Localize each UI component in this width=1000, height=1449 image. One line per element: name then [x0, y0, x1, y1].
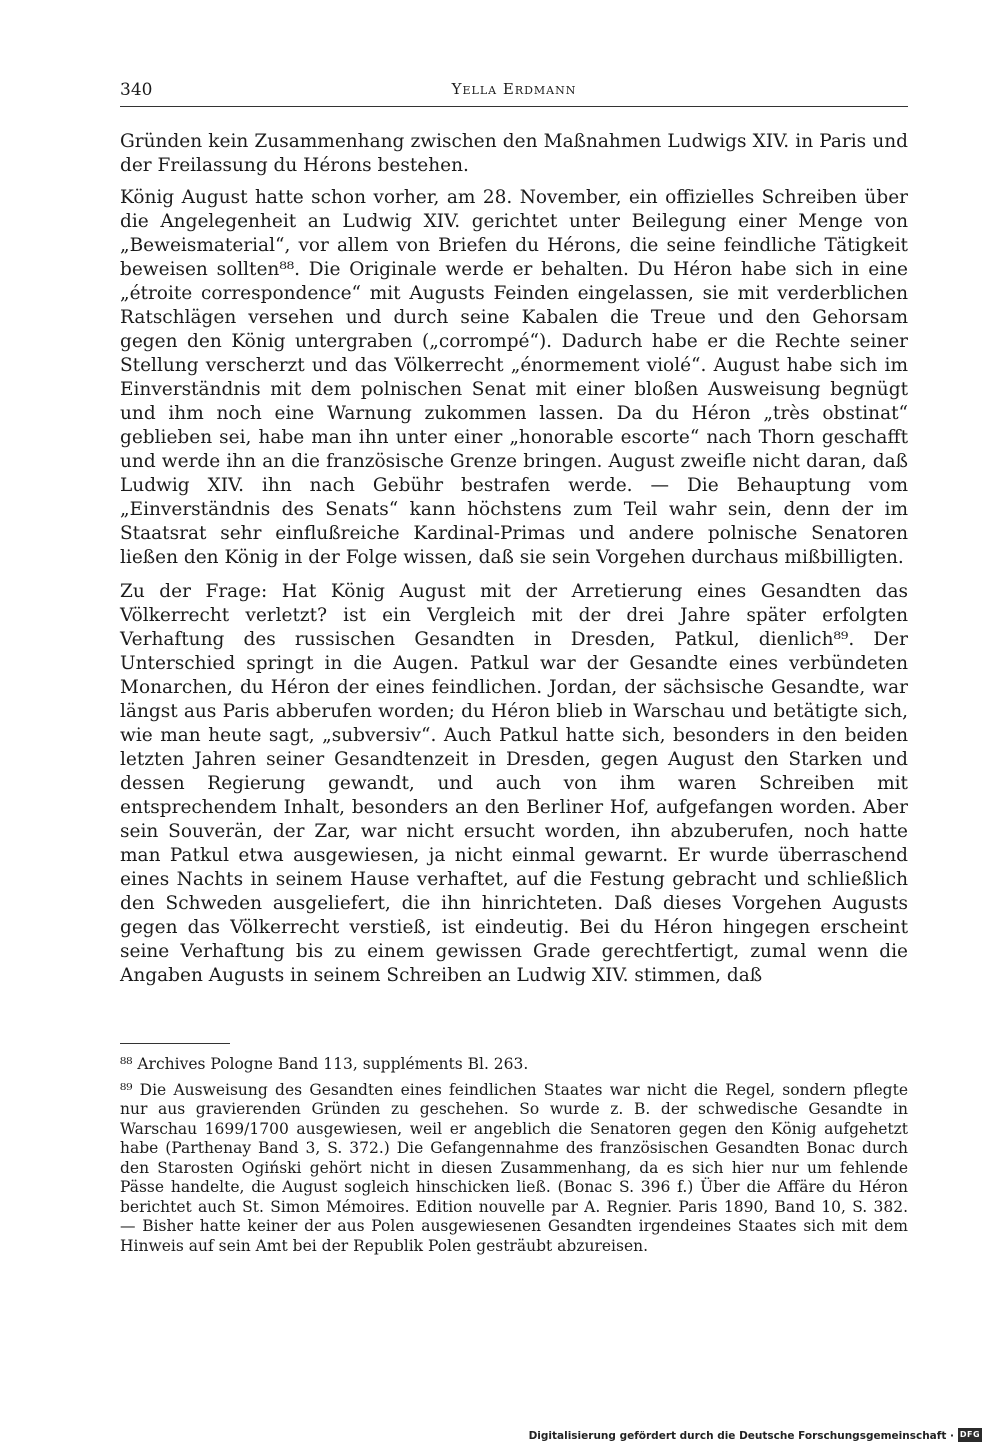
footer-credit: Digitalisierung gefördert durch die Deutsche Forschungsgemeinschaft · — [528, 1430, 954, 1442]
paragraph-3: Zu der Frage: Hat König August mit der Arretierung eines Gesandten das Völkerrecht verletzt? ist ein Vergleich mit der drei Jahre später erfolgten Verhaftung des russischen Gesandten in Dresden, Patkul, dienlich⁸⁹. Der Unterschied springt in die Augen. Patkul war der Gesandte eines verbündeten Monarchen, du Héron der eines feindlichen. Jordan, der sächsische Gesandte, war längst aus Paris abberufen worden; du Héron blieb in Warschau und betätigte sich, wie man heute sagt, „subversiv“. Auch Patkul hatte sich, besonders in den beiden letzten Jahren seiner Gesandtenzeit in Dresden, gegen August den Starken und dessen Regierung gewandt, und auch von ihm waren Schreiben mit entsprechendem Inhalt, besonders an den Berliner Hof, aufgefangen worden. Aber sein Souverän, der Zar, war nicht ersucht worden, ihn abzuberufen, noch hatte man Patkul etwa ausgewiesen, ja nicht einmal gewarnt. Er wurde überraschend eines Nachts in seinem Hause verhaftet, auf die Festung gebracht und schließlich den Schweden ausgeliefert, die ihn hinrichteten. Daß dieses Vorgehen Augusts gegen das Völkerrecht verstieß, ist eindeutig. Bei du Héron hingegen erscheint seine Verhaftung bis zu einem gewissen Grade gerechtfertigt, zumal wenn die Angaben Augusts in seinem Schreiben an Ludwig XIV. stimmen, daß — [120, 581, 908, 986]
dfg-logo: DFG — [958, 1428, 982, 1442]
digitization-footer — [528, 1428, 982, 1444]
paragraph-2: König August hatte schon vorher, am 28. November, ein offizielles Schreiben über die Angelegenheit an Ludwig XIV. gerichtet unter Beilegung einer Menge von „Beweismaterial“, vor allem von Briefen du Hérons, die seine feindliche Tätigkeit beweisen sollten⁸⁸. Die Originale werde er behalten. Du Héron habe sich in eine „étroite correspondence“ mit Augusts Feinden eingelassen, sie mit verderblichen Ratschlägen versehen und durch seine Kabalen die Treue und den Gehorsam gegen den König untergraben („corrompé“). Dadurch habe er die Rechte seiner Stellung verscherzt und das Völkerrecht „énormement violé“. August habe sich im Einverständnis mit dem polnischen Senat mit einer bloßen Ausweisung begnügt und ihm noch eine Warnung zukommen lassen. Da du Héron „très obstinat“ geblieben sei, habe man ihn unter einer „honorable escorte“ nach Thorn geschafft und werde ihn an die französische Grenze bringen. August zweifle nicht daran, daß Ludwig XIV. ihn nach Gebühr bestrafen werde. — Die Behauptung vom „Einverständnis des Senats“ kann höchstens zum Teil wahr sein, denn der im Staatsrat sehr einflußreiche Kardinal-Primas und andere polnische Senatoren ließen den König in der Folge wissen, daß sie sein Vorgehen durchaus mißbilligten. — [120, 187, 908, 568]
footnote-rule — [120, 1043, 230, 1044]
page-header — [120, 80, 908, 106]
footnotes — [120, 1055, 908, 1262]
footnote-89: ⁸⁹ Die Ausweisung des Gesandten eines feindlichen Staates war nicht die Regel, sondern pflegte nur aus gravierenden Gründen zu geschehen. So wurde z. B. der schwedische Gesandte in Warschau 1699/1700 ausgewiesen, weil er angeblich die Senatoren gegen den König aufgehetzt habe (Parthenay Band 3, S. 372.) Die Gefangennahme des französischen Gesandten Bonac durch den Starosten Ogiński gehört nicht in diesen Zusammenhang, da es sich hier nur um fehlende Pässe handelte, die August sogleich hinschicken ließ. (Bonac S. 396 f.) Über die Affäre du Héron berichtet auch St. Simon Mémoires. Edition nouvelle par A. Regnier. Paris 1890, Band 10, S. 382. — Bisher hatte keiner der aus Polen ausgewiesenen Gesandten irgendeines Staates sich mit dem Hinweis auf sein Amt bei der Republik Polen gesträubt abzureisen. — [120, 1080, 908, 1255]
body-text — [120, 130, 908, 998]
paragraph-1: Gründen kein Zusammenhang zwischen den Maßnahmen Ludwigs XIV. in Paris und der Freilassung du Hérons bestehen. — [120, 131, 908, 176]
header-rule — [120, 106, 908, 107]
footnote-88: ⁸⁸ Archives Pologne Band 113, suppléments Bl. 263. — [120, 1055, 529, 1073]
page-number: 340 — [120, 80, 153, 100]
running-head: Yella Erdmann — [451, 80, 577, 98]
